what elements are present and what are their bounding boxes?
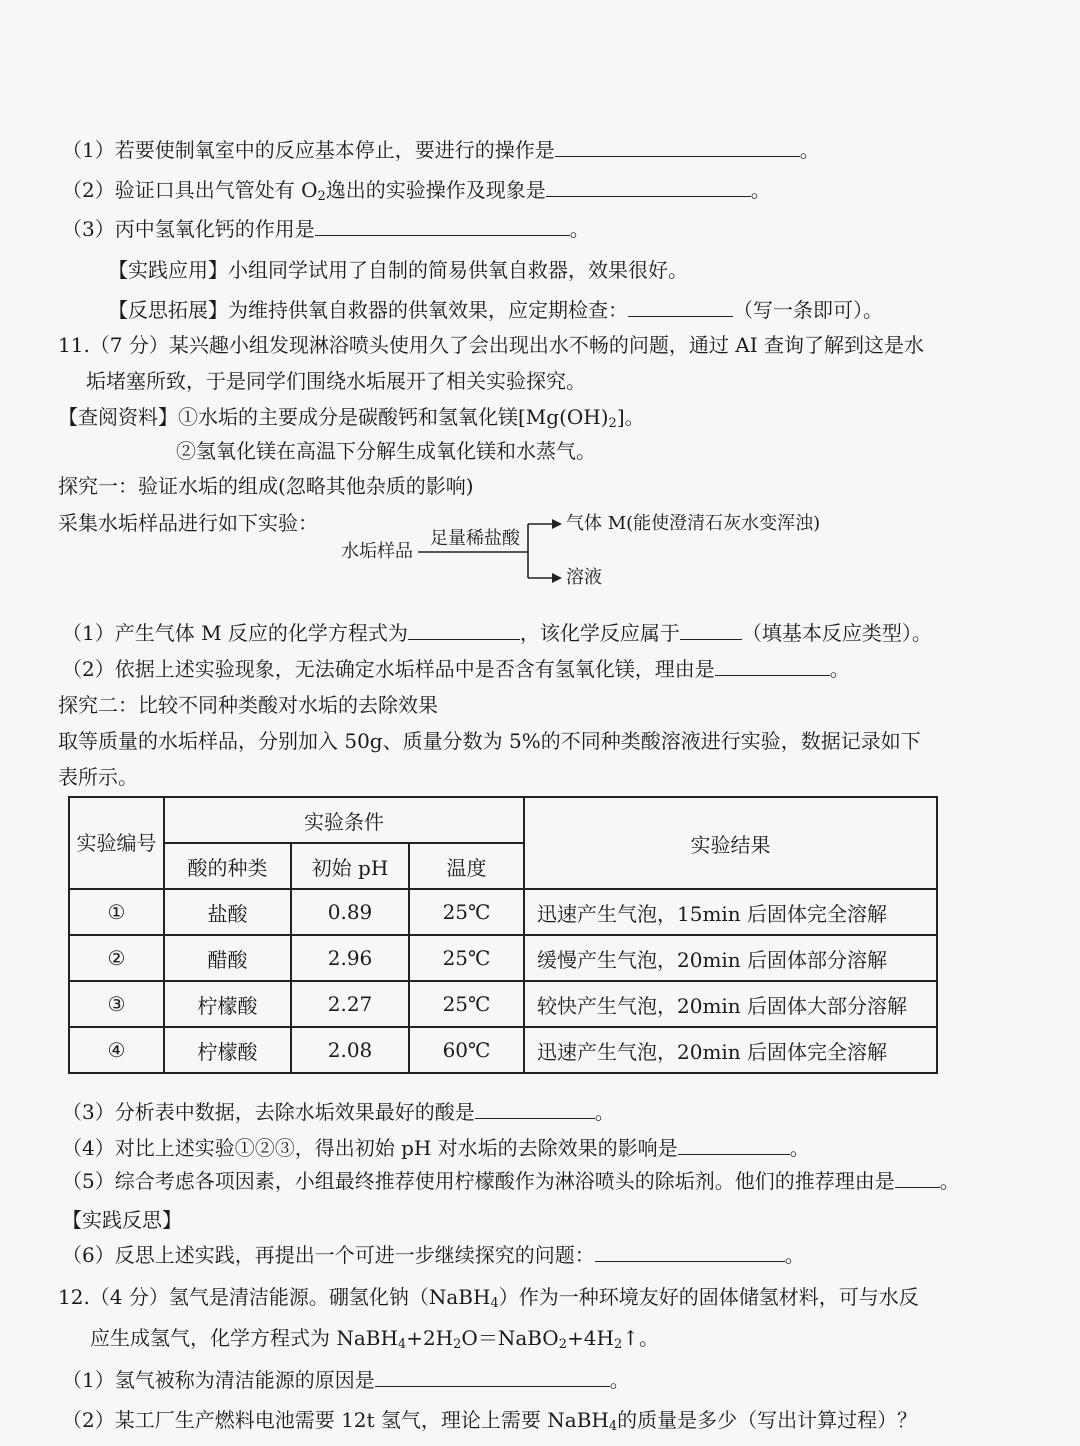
answer-blank[interactable]: [895, 1169, 940, 1188]
q11-intro-line2: 垢堵塞所致，于是同学们围绕水垢展开了相关实验探究。: [86, 369, 586, 393]
header-result: 实验结果: [524, 797, 937, 889]
table-row: ③ 柠檬酸 2.27 25℃ 较快产生气泡，20min 后固体大部分溶解: [69, 981, 937, 1027]
table-row: ② 醋酸 2.96 25℃ 缓慢产生气泡，20min 后固体部分溶解: [69, 935, 937, 981]
header-conditions: 实验条件: [164, 797, 524, 843]
q11-part1: （1）产生气体 M 反应的化学方程式为 ，该化学反应属于 （填基本反应类型）。: [62, 621, 932, 645]
table-row: ① 盐酸 0.89 25℃ 迅速产生气泡，15min 后固体完全溶解: [69, 889, 937, 935]
q12-intro-line1: 12.（4 分）氢气是清洁能源。硼氢化钠（NaBH$_4$）作为一种环境友好的固体储氢材料，可与水反: [58, 1285, 919, 1311]
q11-reference-1: 【查阅资料】①水垢的主要成分是碳酸钙和氢氧化镁$[Mg(OH)_2]$。: [58, 405, 645, 431]
header-acid-type: 酸的种类: [164, 843, 291, 889]
table-row: ④ 柠檬酸 2.08 60℃ 迅速产生气泡，20min 后固体完全溶解: [69, 1027, 937, 1073]
q11-desc-line2: 表所示。: [58, 765, 138, 789]
q12-part1: （1）氢气被称为清洁能源的原因是 。: [62, 1368, 630, 1392]
q10-part3: （3）丙中氢氧化钙的作用是 。: [62, 217, 590, 241]
answer-blank[interactable]: [375, 1368, 610, 1387]
header-experiment-no: 实验编号: [69, 797, 164, 889]
arrow-head-icon: [552, 573, 562, 583]
q11-part5: （5）综合考虑各项因素，小组最终推荐使用柠檬酸作为淋浴喷头的除垢剂。他们的推荐理由是 。: [62, 1169, 960, 1193]
q11-collect-text: 采集水垢样品进行如下实验：: [58, 511, 318, 535]
q12-intro-line2: 应生成氢气，化学方程式为 $NaBH_4+2H_2O=NaBO_2+4H_2↑$。: [90, 1326, 659, 1352]
q11-explore1-title: 探究一：验证水垢的组成(忽略其他杂质的影响): [58, 474, 474, 498]
flow-sample: 水垢样品: [341, 541, 413, 562]
answer-blank[interactable]: [678, 1136, 790, 1155]
q11-part3: （3）分析表中数据，去除水垢效果最好的酸是 。: [62, 1100, 615, 1124]
header-initial-ph: 初始 pH: [291, 843, 409, 889]
answer-blank[interactable]: [475, 1100, 595, 1119]
q11-practice-reflect: 【实践反思】: [62, 1208, 182, 1232]
q10-part2: （2）验证口具出气管处有 $O_2$逸出的实验操作及现象是 。: [62, 178, 771, 204]
experiment-table: [68, 796, 938, 1074]
q12-part2: （2）某工厂生产燃料电池需要 12t 氢气，理论上需要 NaBH$_4$的质量是多少（写出计算过程）？: [62, 1408, 918, 1434]
answer-blank[interactable]: [595, 1243, 785, 1262]
q11-reference-2: ②氢氧化镁在高温下分解生成氧化镁和水蒸气。: [176, 439, 596, 463]
answer-blank[interactable]: [715, 657, 830, 676]
header-temperature: 温度: [409, 843, 524, 889]
answer-blank[interactable]: [680, 621, 742, 640]
q11-part2: （2）依据上述实验现象，无法确定水垢样品中是否含有氢氧化镁，理由是 。: [62, 657, 850, 681]
q10-reflect: 【反思拓展】为维持供氧自救器的供氧效果，应定期检查： （写一条即可）。: [108, 298, 883, 322]
arrow-head-icon: [552, 519, 562, 529]
flow-solution: 溶液: [566, 567, 602, 588]
flow-reagent: 足量稀盐酸: [430, 528, 520, 549]
q11-desc-line1: 取等质量的水垢样品，分别加入 50g、质量分数为 5%的不同种类酸溶液进行实验，数据记录如下: [58, 729, 921, 753]
q11-intro-line1: 11.（7 分）某兴趣小组发现淋浴喷头使用久了会出现出水不畅的问题，通过 AI 查询了解到这是水: [58, 333, 924, 357]
answer-blank[interactable]: [408, 621, 520, 640]
q10-part1: （1）若要使制氧室中的反应基本停止，要进行的操作是 。: [62, 138, 820, 162]
flow-gas-m: 气体 M(能使澄清石灰水变浑浊): [566, 513, 821, 534]
q11-part6: （6）反思上述实践，再提出一个可进一步继续探究的问题： 。: [62, 1243, 805, 1267]
q10-practice: 【实践应用】小组同学试用了自制的简易供氧自救器，效果很好。: [108, 258, 688, 282]
q11-explore2-title: 探究二：比较不同种类酸对水垢的去除效果: [58, 693, 438, 717]
q11-part4: （4）对比上述实验①②③，得出初始 pH 对水垢的去除效果的影响是 。: [62, 1136, 810, 1160]
